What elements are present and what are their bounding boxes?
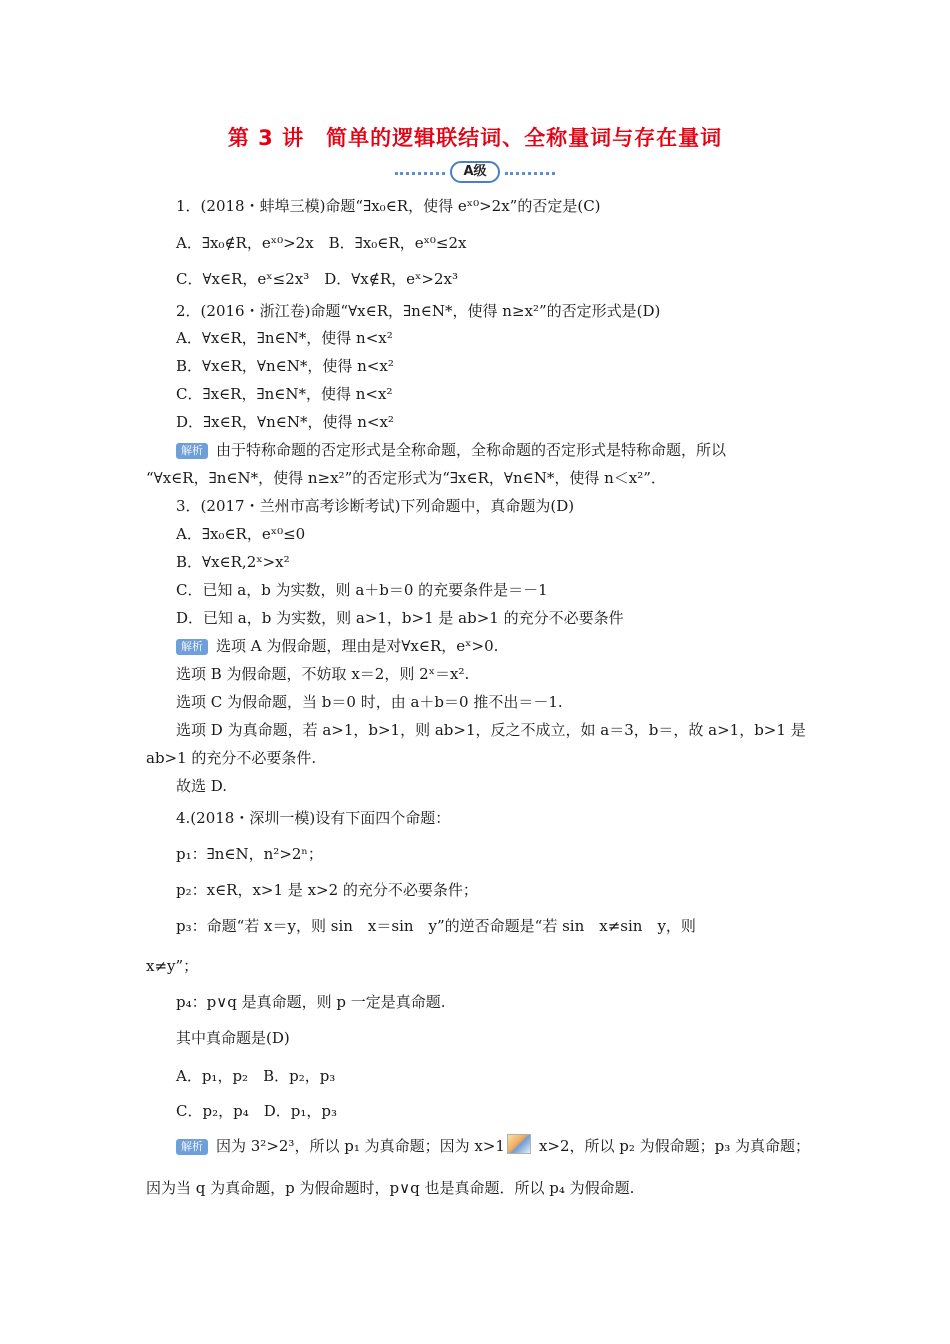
level-divider bbox=[395, 160, 555, 186]
question-3-stem: 3．(2017・兰州市高考诊断考试)下列命题中，真命题为(D) bbox=[176, 497, 575, 515]
proposition-p4: p₄：p∨q 是真命题，则 p 一定是真命题. bbox=[176, 993, 446, 1011]
page-title: 第 3 讲 简单的逻辑联结词、全称量词与存在量词 bbox=[227, 126, 723, 150]
inline-image-icon bbox=[507, 1134, 531, 1154]
question-3-option-c: C．已知 a，b 为实数，则 a＋b＝0 的充要条件是＝－1 bbox=[176, 581, 548, 599]
proposition-p3-cont: x≠y”； bbox=[146, 957, 199, 975]
question-4-explanation: 解析 因为 3²>2³，所以 p₁ 为真命题；因为 x>1 x>2，所以 p₂ 为假命题；p₃ 为真命题； bbox=[176, 1134, 810, 1156]
question-1-options-ab: A．∃x₀∉R，eˣ⁰>2x B．∃x₀∈R，eˣ⁰≤2x bbox=[176, 234, 467, 252]
divider-dots-left bbox=[395, 172, 445, 175]
question-2-option-d: D．∃x∈R，∀n∈N*，使得 n<x² bbox=[176, 413, 394, 431]
question-3-option-a: A．∃x₀∈R，eˣ⁰≤0 bbox=[176, 525, 306, 543]
question-4-prompt: 其中真命题是(D) bbox=[176, 1029, 290, 1047]
question-3-explanation-d-cont: ab>1 的充分不必要条件. bbox=[146, 749, 317, 767]
question-4-options-cd: C．p₂，p₄ D．p₁，p₃ bbox=[176, 1102, 337, 1120]
proposition-p2: p₂：x∈R，x>1 是 x>2 的充分不必要条件； bbox=[176, 881, 478, 899]
question-4-explanation-cont: 因为当 q 为真命题，p 为假命题时，p∨q 也是真命题．所以 p₄ 为假命题. bbox=[146, 1179, 635, 1197]
question-1-stem: 1．(2018・蚌埠三模)命题“∃x₀∈R，使得 eˣ⁰>2x”的否定是(C) bbox=[176, 197, 601, 215]
question-4-stem: 4.(2018・深圳一模)设有下面四个命题： bbox=[176, 809, 451, 827]
question-1-options-cd: C．∀x∈R，eˣ≤2x³ D．∀x∉R，eˣ>2x³ bbox=[176, 270, 458, 288]
question-3-option-d: D．已知 a，b 为实数，则 a>1，b>1 是 ab>1 的充分不必要条件 bbox=[176, 609, 624, 627]
question-2-option-c: C．∃x∈R，∃n∈N*，使得 n<x² bbox=[176, 385, 393, 403]
explanation-badge: 解析 bbox=[176, 639, 208, 655]
question-3-conclusion: 故选 D. bbox=[176, 777, 228, 795]
question-2-option-b: B．∀x∈R，∀n∈N*，使得 n<x² bbox=[176, 357, 394, 375]
level-badge: A级 bbox=[450, 161, 500, 183]
question-2-explanation-cont: “∀x∈R，∃n∈N*，使得 n≥x²”的否定形式为“∃x∈R，∀n∈N*，使得 n＜x²”． bbox=[146, 469, 666, 487]
divider-dots-right bbox=[505, 172, 555, 175]
explanation-badge: 解析 bbox=[176, 443, 208, 459]
proposition-p1: p₁：∃n∈N，n²>2ⁿ； bbox=[176, 845, 323, 863]
question-2-stem: 2．(2016・浙江卷)命题“∀x∈R，∃n∈N*，使得 n≥x²”的否定形式是(D) bbox=[176, 302, 661, 320]
question-4-options-ab: A．p₁，p₂ B．p₂，p₃ bbox=[176, 1067, 336, 1085]
question-3-explanation: 解析 选项 A 为假命题，理由是对∀x∈R，eˣ>0. bbox=[176, 636, 498, 656]
proposition-p3: p₃：命题“若 x＝y，则 sin x＝sin y”的逆否命题是“若 sin x≠sin y，则 bbox=[176, 917, 696, 935]
question-2-explanation: 解析 由于特称命题的否定形式是全称命题，全称命题的否定形式是特称命题，所以 bbox=[176, 440, 726, 460]
question-3-explanation-d: 选项 D 为真命题，若 a>1，b>1，则 ab>1，反之不成立，如 a＝3，b＝，故 a>1，b>1 是 bbox=[176, 721, 806, 739]
explanation-badge: 解析 bbox=[176, 1139, 208, 1155]
question-3-option-b: B．∀x∈R,2ˣ>x² bbox=[176, 553, 290, 571]
question-3-explanation-b: 选项 B 为假命题，不妨取 x＝2，则 2ˣ＝x². bbox=[176, 665, 470, 683]
question-2-option-a: A．∀x∈R，∃n∈N*，使得 n<x² bbox=[176, 329, 393, 347]
question-3-explanation-c: 选项 C 为假命题，当 b＝0 时，由 a＋b＝0 推不出＝－1. bbox=[176, 693, 563, 711]
